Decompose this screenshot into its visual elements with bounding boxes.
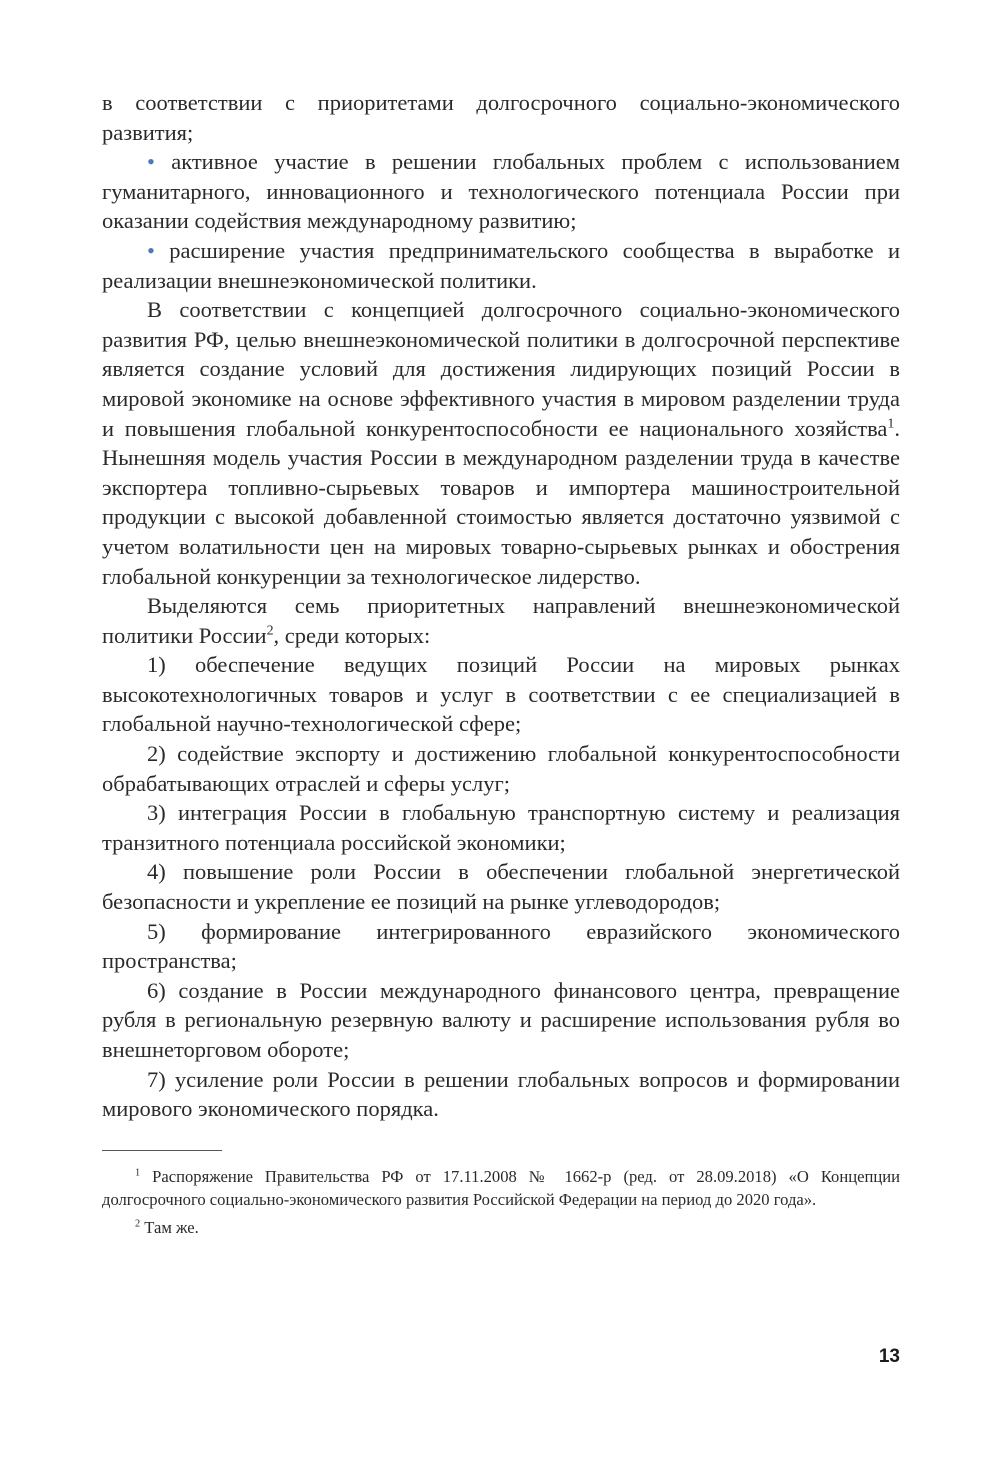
footnote-ref-1[interactable]: 1 [887,416,895,432]
footnote-1: $^1$ Распоряжение Правительства РФ от 17.11.2008 № 1662-р (ред. от 28.09.2018) «О Концепции долгосрочного социально-экономического развития Российской Федерации на период до 2020 года». [102,1166,900,1210]
bullet-item: • расширение участия предпринимательского сообщества в выработке и реализации внешнеэкономической политики. [102,237,900,293]
body-text [102,88,900,1124]
footnote-2: $^2$ Там же. [135,1217,199,1237]
footnote-ref-2[interactable]: 2 [266,623,274,639]
paragraph-priorities: Выделяются семь приоритетных направлений внешнеэкономической политики России$^2$, среди которых: [102,593,900,648]
footnote-divider [102,1150,222,1151]
bullet-item: • активное участие в решении глобальных проблем с использованием гуманитарного, инновационного и технологического потенциала России при оказании содействия международному развитию; [102,149,900,234]
page-number: 13 [878,1346,900,1367]
paragraph-continuation: в соответствии с приоритетами долгосрочного социально-экономического развития; [102,90,900,145]
list-item: 7) усиление роли России в решении глобальных вопросов и формировании мирового экономического порядка. [102,1066,900,1122]
page-content [102,88,900,1239]
list-item: 5) формирование интегрированного евразийского экономического пространства; [102,918,900,974]
list-item: 6) создание в России международного финансового центра, превращение рубля в региональную резервную валюту и расширение использования рубля во внешнеторговом обороте; [102,977,900,1062]
bullet-icon: • [147,237,155,263]
list-item: 3) интеграция России в глобальную транспортную систему и реализация транзитного потенциала российской экономики; [102,800,900,855]
paragraph-concept: В соответствии с концепцией долгосрочного социально-экономического развития РФ, целью внешнеэкономической политики в долгосрочной перспективе является создание условий для достижения лидирующих позиций России в мировой экономике на основе эффективного участия в мировом разделении труда и повышения глобальной конкурентоспособности ее национального хозяйства$^1$. Нынешняя модель участия России в международном разделении труда в качестве экспортера топливно-сырьевых товаров и импортера машиностроительной продукции с высокой добавленной стоимостью является достаточно уязвимой с учетом волатильности цен на мировых товарно-сырьевых рынках и обострения глобальной конкуренции за технологическое лидерство. [102,297,900,589]
footnotes [102,1150,900,1239]
list-item: 4) повышение роли России в обеспечении глобальной энергетической безопасности и укрепление ее позиций на рынке углеводородов; [102,859,900,915]
bullet-icon: • [147,149,155,175]
list-item: 1) обеспечение ведущих позиций России на мировых рынках высокотехнологичных товаров и услуг в соответствии с ее специализацией в глобальной научно-технологической сфере; [102,652,900,737]
list-item: 2) содействие экспорту и достижению глобальной конкурентоспособности обрабатывающих отраслей и сферы услуг; [102,741,900,796]
